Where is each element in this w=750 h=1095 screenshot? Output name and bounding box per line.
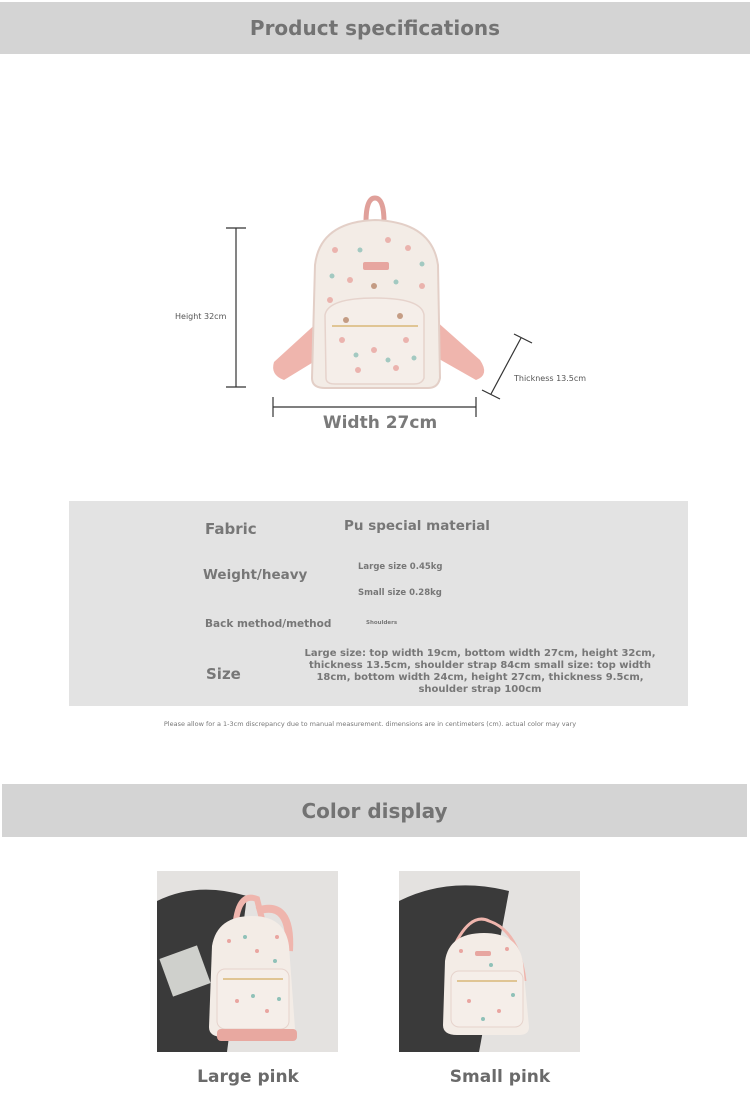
weight-label: Weight/heavy (203, 567, 308, 583)
product-specifications-header (0, 2, 750, 54)
color-display-header (2, 784, 747, 837)
weight-large-value: Large size 0.45kg (358, 562, 443, 572)
large-pink-photo (157, 871, 338, 1052)
spec-table (69, 501, 688, 706)
fabric-label: Fabric (205, 520, 257, 538)
fabric-value: Pu special material (344, 518, 490, 534)
small-pink-photo (399, 871, 580, 1052)
measurement-note: Please allow for a 1-3cm discrepancy due to manual measurement. dimensions are in centimeters (cm). actual color may vary (163, 720, 577, 728)
product-specifications-title: Product specifications (249, 16, 501, 40)
large-pink-backpack-image (157, 871, 338, 1052)
small-pink-backpack-image (399, 871, 580, 1052)
width-label: Width 27cm (322, 413, 438, 433)
back-method-label: Back method/method (205, 618, 332, 630)
weight-small-value: Small size 0.28kg (358, 588, 442, 598)
size-value: Large size: top width 19cm, bottom width 27cm, height 32cm, thickness 13.5cm, shoulder strap 84cm small size: top width 18cm, bottom width 24cm, height 27cm, thickness 9.5cm, shoulder strap 100cm (304, 648, 656, 695)
thickness-label: Thickness 13.5cm (514, 374, 587, 383)
small-pink-caption: Small pink (449, 1067, 551, 1087)
large-pink-caption: Large pink (197, 1067, 299, 1087)
back-method-value: Shoulders (366, 620, 398, 626)
height-label: Height 32cm (175, 312, 227, 321)
size-label: Size (206, 665, 241, 683)
color-display-title: Color display (301, 798, 448, 823)
